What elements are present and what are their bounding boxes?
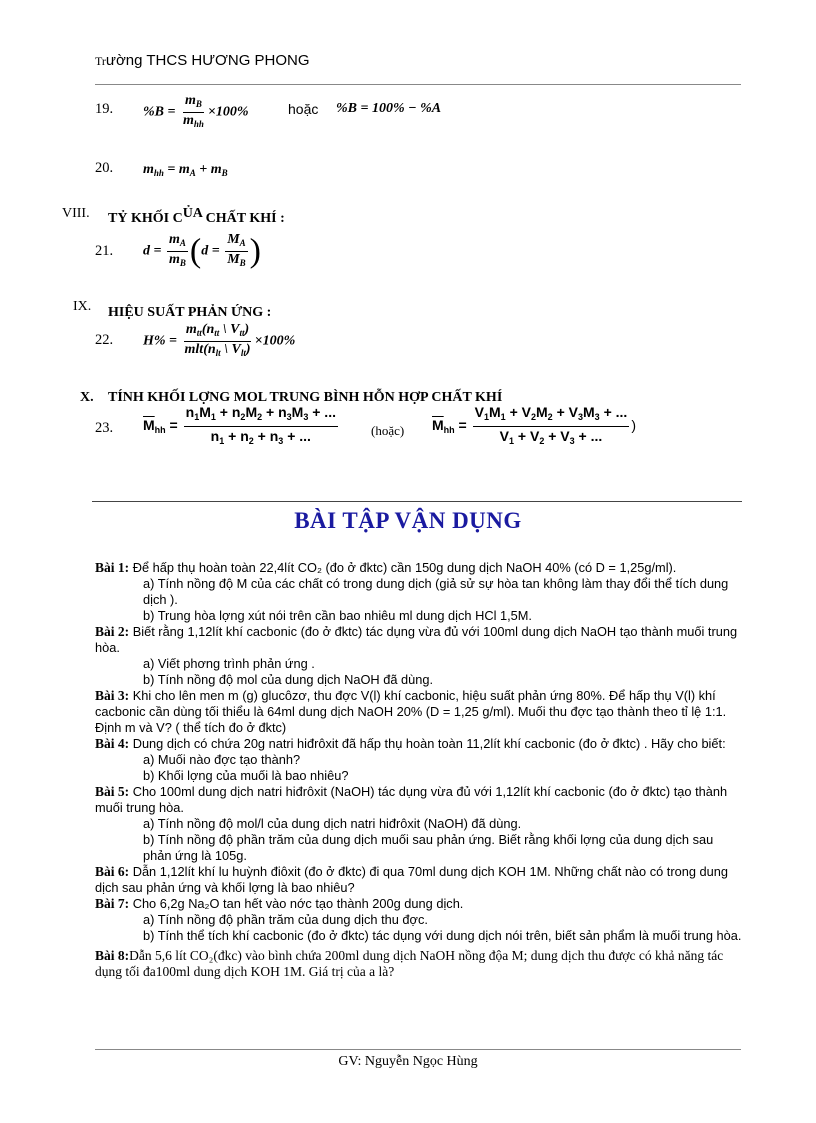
exercise-3 [95, 688, 745, 736]
formula-22-number: 22. [95, 332, 114, 348]
exercise-5-text: Cho 100ml dung dịch natri hiđrôxit (NaOH) tác dụng vừa đủ với 1,12lít khí cacbonic (đo ở đktc) tạo thành muối trung hòa. [95, 784, 728, 815]
exercise-2-b: b) Tính nồng độ mol của dung dịch NaOH đã dùng. [143, 672, 434, 687]
formula-23-alt: $\overline{M}_{hh}$ = $\frac{V_1M_1 + V_2M_2 + V_3M_3 + ...}{V_1 + V_2 + V_3 + ...}$ ) [432, 404, 636, 446]
formula-20: $m_{hh} = m_A + m_B$ [143, 162, 228, 178]
exercise-6-label: Bài 6: [95, 864, 130, 879]
formula-23-number: 23. [95, 420, 114, 436]
formula-19: %B = $\frac{m_B}{m_{hh}}$ ×100% [143, 93, 249, 129]
exercise-7-text: Cho 6,2g Na₂O tan hết vào nớc tạo thành 200g dung dịch. [129, 896, 464, 911]
section-8-title-a: TỶ KHỐI C [108, 211, 183, 226]
section-9-number: IX. [73, 299, 92, 314]
exercise-7-label: Bài 7: [95, 896, 130, 911]
section-8-number: VIII. [62, 206, 90, 221]
section-8-title-c: CHẤT KHÍ : [202, 211, 285, 226]
exercise-1-a: a) Tính nồng độ M của các chất có trong dung dịch (giả sử sự hòa tan không làm thay đổi thể tích dung dịch ). [143, 576, 729, 607]
exercise-4-label: Bài 4: [95, 736, 130, 751]
exercise-7-a: a) Tính nồng độ phần trăm của dung dịch thu đợc. [143, 912, 428, 927]
exercise-7 [95, 896, 745, 912]
exercise-title: BÀI TẬP VẬN DỤNG [294, 508, 522, 533]
exercise-1-b: b) Trung hòa lợng xút nói trên cần bao nhiêu ml dung dịch HCl 1,5M. [143, 608, 532, 623]
exercise-8 [95, 948, 745, 980]
exercise-6-text: Dẫn 1,12lít khí lu huỳnh điôxit (đo ở đktc) đi qua 70ml dung dịch KOH 1M. Những chất nào có trong dung dịch sau phản ứng và khối lợng là bao nhiêu? [95, 864, 728, 895]
section-9-title: HIỆU SUẤT PHẢN ỨNG : [108, 305, 272, 320]
formula-23-close: ) [631, 417, 636, 434]
exercise-1 [95, 560, 745, 576]
header-school: ường THCS HƯƠNG PHONG [105, 52, 310, 69]
exercise-2 [95, 624, 745, 656]
exercise-2-text: Biết rằng 1,12lít khí cacbonic (đo ở đktc) tác dụng vừa đủ với 100ml dung dịch NaOH tạo thành muối trung hòa. [95, 624, 738, 655]
exercise-7-b: b) Tính thể tích khí cacbonic (đo ở đktc) tác dụng với dung dịch nói trên, biết sản phẩm là muối trung hòa. [143, 928, 742, 943]
page-header [95, 52, 310, 69]
exercise-4-a: a) Muối nào đợc tạo thành? [143, 752, 301, 767]
section-8-title-b: ỦA [182, 206, 203, 221]
section-10-title: TÍNH KHỐI LỢNG MOL TRUNG BÌNH HỖN HỢP CHẤT KHÍ [108, 390, 503, 405]
formula-22: H% = $\frac{m_{tt}(n_{tt} \backslash V_{tt})}{mlt(n_{lt} \backslash V_{lt})}$ ×100% [143, 322, 296, 358]
formula-21: d = $\frac{m_A}{m_B}$ (d = $\frac{M_A}{M_B}$ ) [143, 232, 261, 270]
exercise-8-label: Bài 8: [95, 948, 130, 963]
formula-23: $\overline{M}_{hh}$ = $\frac{n_1M_1 + n_2M_2 + n_3M_3 + ...}{n_1 + n_2 + n_3 + ...}$ [143, 404, 336, 446]
exercise-5-label: Bài 5: [95, 784, 130, 799]
header-rule [95, 84, 741, 85]
exercise-1-label: Bài 1: [95, 560, 130, 575]
formula-19-or: hoặc [288, 101, 319, 117]
header-prefix: Tr [95, 54, 106, 68]
exercise-2-label: Bài 2: [95, 624, 130, 639]
section-rule [92, 501, 742, 502]
exercise-3-text: Khi cho lên men m (g) glucôzơ, thu đợc V(l) khí cacbonic, hiệu suất phản ứng 80%. Để hấp thụ V(l) khí cacbonic cần dùng tối thiểu là 64ml dung dịch NaOH 20% (D = 1,25 g/ml). Muối thu đợc tạo thành theo tỉ lệ 1:1. Định m và V? ( thể tích đo ở đktc) [95, 688, 727, 735]
footer-rule [95, 1049, 741, 1050]
exercise-4-text: Dung dịch có chứa 20g natri hiđrôxit đã hấp thụ hoàn toàn 11,2lít khí cacbonic (đo ở đktc) . Hãy cho biết: [129, 736, 726, 751]
formula-21-number: 21. [95, 243, 114, 259]
exercise-3-label: Bài 3: [95, 688, 130, 703]
exercise-4 [95, 736, 745, 752]
exercise-8-text: Dẫn 5,6 lít CO₂(đkc) vào bình chứa 200ml dung dịch NaOH nồng độa M; dung dịch thu được có khả năng tác dụng tối đa100ml dung dịch KOH 1M. Giá trị của a là? [95, 948, 724, 979]
formula-23-or: (hoặc) [371, 423, 405, 438]
section-8-title [108, 206, 285, 227]
exercise-list [95, 560, 745, 980]
exercise-6 [95, 864, 745, 896]
formula-19-number: 19. [95, 101, 114, 117]
exercise-4-b: b) Khối lợng của muối là bao nhiêu? [143, 768, 349, 783]
exercise-5-b: b) Tính nồng độ phần trăm của dung dịch muối sau phản ứng. Biết rằng khối lợng của dung dịch sau phản ứng là 105g. [143, 832, 714, 863]
exercise-2-a: a) Viết phơng trình phản ứng . [143, 656, 315, 671]
exercise-5-a: a) Tính nồng độ mol/l của dung dịch natri hiđrôxit (NaOH) đã dùng. [143, 816, 522, 831]
formula-20-number: 20. [95, 160, 114, 176]
exercise-1-text: Để hấp thụ hoàn toàn 22,4lít CO₂ (đo ở đktc) cần 150g dung dịch NaOH 40% (có D = 1,25g/ml). [129, 560, 677, 575]
formula-19-alt: %B = 100% − %A [336, 101, 442, 116]
exercise-5 [95, 784, 745, 816]
section-10-number: X. [80, 390, 94, 405]
page-footer: GV: Nguyễn Ngọc Hùng [338, 1054, 478, 1069]
